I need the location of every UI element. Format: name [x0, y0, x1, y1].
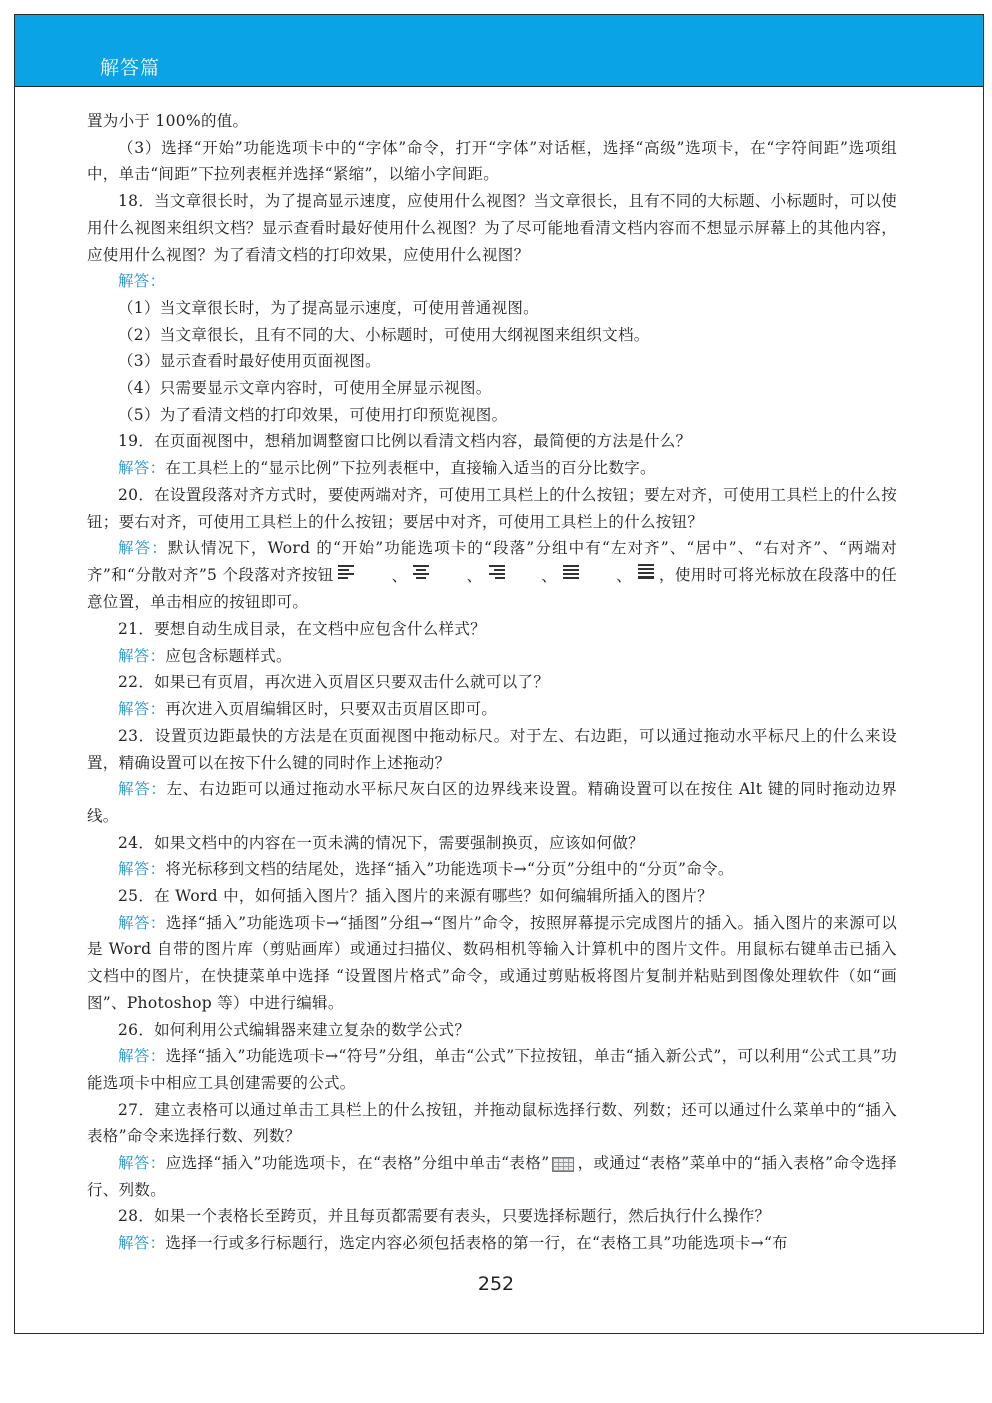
question-18: 18．当文章很长时，为了提高显示速度，应使用什么视图？当文章很长，且有不同的大标题、小标题时，可以使用什么视图来组织文档？显示查看时最好使用什么视图？为了尽可能地看清文档内容而不想显示屏幕上的其他内容，应使用什么视图？为了看清文档的打印效果，应使用什么视图？ [87, 192, 897, 264]
answer-label: 解答： [118, 459, 166, 478]
answer-18-item: （5）为了看清文档的打印效果，可使用打印预览视图。 [118, 405, 508, 424]
question-26: 26．如何利用公式编辑器来建立复杂的数学公式？ [118, 1020, 471, 1039]
answer-text: 应选择“插入”功能选项卡，在“表格”分组中单击“表格” [165, 1154, 550, 1173]
answer-label: 解答： [118, 539, 168, 558]
answer-label: 解答： [118, 1154, 166, 1173]
answer-27 [87, 1150, 897, 1203]
answer-text: ，使用时可将光标放在段落中的任意位置，单击相应的按钮即可。 [87, 565, 897, 612]
answer-label: 解答： [118, 700, 166, 719]
answer-18-item: （2）当文章很长，且有不同的大、小标题时，可使用大纲视图来组织文档。 [118, 325, 650, 344]
answer-20 [87, 535, 897, 616]
answer-19 [87, 455, 897, 482]
answer-18-label [87, 268, 897, 295]
paragraph: （3）选择“开始”功能选项卡中的“字体”命令，打开“字体”对话框，选择“高级”选项卡，在“字符间距”选项组中，单击“间距”下拉列表框并选择“紧缩”，以缩小字间距。 [87, 138, 897, 184]
question-23: 23．设置页边距最快的方法是在页面视图中拖动标尺。对于左、右边距，可以通过拖动水平标尺上的什么来设置，精确设置可以在按下什么键的同时作上述拖动？ [87, 726, 897, 772]
question-27: 27．建立表格可以通过单击工具栏上的什么按钮，并拖动鼠标选择行数、列数；还可以通过什么菜单中的“插入表格”命令来选择行数、列数？ [87, 1100, 897, 1146]
answer-text: 在工具栏上的“显示比例”下拉列表框中，直接输入适当的百分比数字。 [165, 459, 656, 478]
answer-23 [87, 776, 897, 829]
alignment-buttons: 、 、 、 、 [337, 563, 656, 590]
paragraph: 置为小于 100%的值。 [87, 112, 249, 130]
answer-text: ，或通过“表格”菜单中的“插入表格”命令选择行、列数。 [87, 1154, 897, 1199]
table-grid-icon [552, 1157, 574, 1172]
answer-label: 解答： [118, 1234, 166, 1253]
question-25: 25．在 Word 中，如何插入图片？插入图片的来源有哪些？如何编辑所插入的图片？ [118, 887, 713, 906]
header-title: 解答篇 [100, 57, 161, 79]
answer-text: 选择“插入”功能选项卡→“插图”分组→“图片”命令，按照屏幕提示完成图片的插入。插入图片的来源可以是 Word 自带的图片库（剪贴画库）或通过扫描仪、数码相机等输入计算机中的图片文件。用鼠标右键单击已插入文档中的图片，在快捷菜单中选择 “设置图片格式”命令，或通过剪贴板将图片复制并粘贴到图像处理软件（如“画图”、Photoshop 等）中进行编辑。 [87, 913, 897, 1012]
answer-label: 解答： [118, 860, 166, 879]
page-number: 252 [477, 1273, 515, 1295]
question-20: 20．在设置段落对齐方式时，要使两端对齐，可使用工具栏上的什么按钮；要左对齐，可使用工具栏上的什么按钮；要右对齐，可使用工具栏上的什么按钮；要居中对齐，可使用工具栏上的什么按钮？ [87, 485, 897, 531]
question-22: 22．如果已有页眉，再次进入页眉区只要双击什么就可以了？ [118, 673, 550, 692]
answer-label: 解答： [118, 1047, 166, 1066]
document-body [87, 108, 897, 1257]
answer-label: 解答： [118, 913, 166, 932]
answer-label: 解答： [118, 780, 167, 799]
align-justify-icon [561, 563, 581, 579]
answer-25 [87, 910, 897, 1017]
answer-label: 解答： [118, 272, 166, 291]
answer-text: 左、右边距可以通过拖动水平标尺灰白区的边界线来设置。精确设置可以在按住 Alt 键的同时拖动边界线。 [87, 780, 897, 825]
align-distributed-icon [636, 563, 656, 579]
answer-label: 解答： [118, 646, 166, 665]
align-center-icon [411, 563, 431, 579]
answer-text: 应包含标题样式。 [165, 646, 292, 665]
question-24: 24．如果文档中的内容在一页未满的情况下，需要强制换页，应该如何做？ [118, 833, 644, 852]
align-left-icon [337, 563, 357, 579]
answer-text: 选择一行或多行标题行，选定内容必须包括表格的第一行，在“表格工具”功能选项卡→“布 [165, 1234, 788, 1253]
answer-24 [87, 856, 897, 883]
answer-28 [87, 1230, 897, 1257]
answer-18-item: （3）显示查看时最好使用页面视图。 [118, 352, 381, 371]
question-19: 19．在页面视图中，想稍加调整窗口比例以看清文档内容，最简便的方法是什么？ [118, 432, 692, 451]
answer-18-item: （4）只需要显示文章内容时，可使用全屏显示视图。 [118, 379, 492, 398]
question-28: 28．如果一个表格长至跨页，并且每页都需要有表头，只要选择标题行，然后执行什么操作？ [118, 1207, 771, 1226]
page-header [15, 15, 983, 87]
answer-text: 将光标移到文档的结尾处，选择“插入”功能选项卡→“分页”分组中的“分页”命令。 [165, 860, 734, 879]
answer-21 [87, 643, 897, 670]
answer-text: 默认情况下，Word 的“开始”功能选项卡的“段落”分组中有“左对齐”、“居中”、“右对齐”、“两端对齐”和“分散对齐”5 个段落对齐按钮 [87, 539, 897, 584]
answer-26 [87, 1043, 897, 1096]
answer-text: 选择“插入”功能选项卡→“符号”分组，单击“公式”下拉按钮，单击“插入新公式”，可以利用“公式工具”功能选项卡中相应工具创建需要的公式。 [87, 1047, 897, 1092]
answer-18-item: （1）当文章很长时，为了提高显示速度，可使用普通视图。 [118, 298, 539, 317]
question-21: 21．要想自动生成目录，在文档中应包含什么样式？ [118, 620, 486, 638]
answer-22 [87, 696, 897, 723]
answer-text: 再次进入页眉编辑区时，只要双击页眉区即可。 [165, 700, 498, 719]
align-right-icon [486, 563, 506, 579]
